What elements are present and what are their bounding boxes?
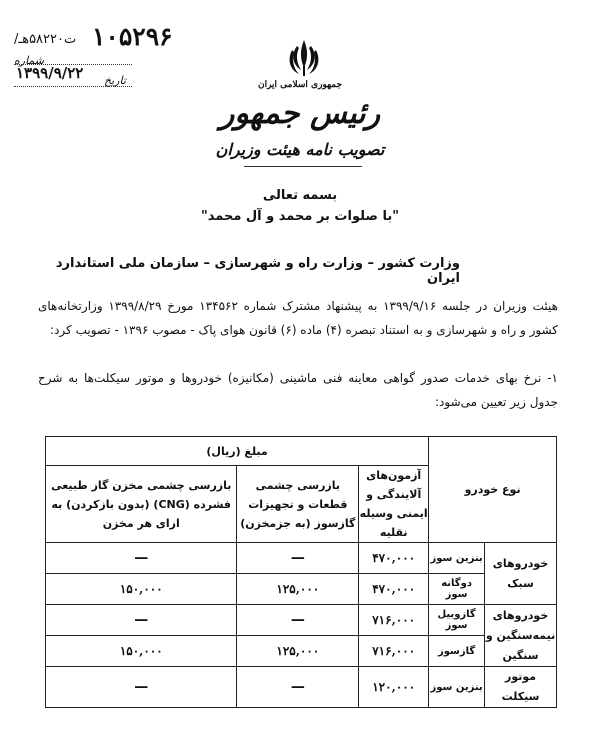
- fuel-type: گازوییل سوز: [429, 605, 485, 636]
- gas-parts-fee: ۱۲۵,۰۰۰: [237, 574, 359, 605]
- gas-parts-fee: —: [237, 667, 359, 708]
- fuel-type: دوگانه سوز: [429, 574, 485, 605]
- table-row: [46, 636, 557, 667]
- salawat: "با صلوات بر محمد و آل محمد": [200, 209, 400, 224]
- emissions-fee: ۴۷۰,۰۰۰: [359, 543, 429, 574]
- gas-parts-fee: —: [237, 543, 359, 574]
- gas-parts-fee: —: [237, 605, 359, 636]
- column-header-gas-parts: بازرسی چشمی قطعات و تجهیزات گازسوز (به جزمخزن): [237, 466, 359, 543]
- republic-title: جمهوری اسلامی ایران: [257, 80, 343, 90]
- table-row: [46, 574, 557, 605]
- fuel-type: بنزین سوز: [429, 543, 485, 574]
- cng-tank-fee: ۱۵۰,۰۰۰: [46, 636, 237, 667]
- group-medium-heavy: خودروهای نیمه‌سنگین و سنگین: [485, 605, 557, 667]
- cng-tank-fee: —: [46, 605, 237, 636]
- cng-tank-fee: —: [46, 543, 237, 574]
- column-header-emissions: آزمون‌های آلایندگی و ایمنی وسیله نقلیه: [359, 466, 429, 543]
- body-paragraph-2: ۱- نرخ بهای خدمات صدور گواهی معاینه فنی ماشینی (مکانیزه) خودروها و موتور سیکلت‌ها به شرح جدول زیر تعیین می‌شود:: [38, 371, 558, 409]
- body-paragraph-1: هیئت وزیران در جلسه ۱۳۹۹/۹/۱۶ به پیشنهاد مشترک شماره ۱۳۴۵۶۲ مورخ ۱۳۹۹/۸/۲۹ وزارتخانه‌های کشور و راه و شهرسازی و به استناد تبصره (۴) ماده (۶) قانون هوای پاک - مصوب ۱۳۹۶ - تصویب کرد:: [38, 299, 558, 337]
- vehicle-type-header: نوع خودرو: [429, 437, 557, 543]
- date-label: تاریخ: [104, 74, 126, 87]
- title-underline: [244, 166, 362, 167]
- reference-code: /ت۵۸۲۲۰هـ: [14, 32, 77, 47]
- cng-tank-fee: ۱۵۰,۰۰۰: [46, 574, 237, 605]
- reference-number: ۱۰۵۲۹۶: [92, 22, 173, 51]
- cng-tank-fee: —: [46, 667, 237, 708]
- recipients: وزارت کشور – وزارت راه و شهرسازی – سازمان ملی استاندارد ایران: [55, 256, 460, 286]
- fees-table: [45, 436, 557, 708]
- date-value: ۱۳۹۹/۹/۲۲: [16, 64, 84, 82]
- group-light: خودروهای سبک: [485, 543, 557, 605]
- fuel-type: گازسوز: [429, 636, 485, 667]
- group-motorcycle: موتور سیکلت: [485, 667, 557, 708]
- emissions-fee: ۴۷۰,۰۰۰: [359, 574, 429, 605]
- iran-emblem-icon: [287, 38, 321, 78]
- president-title: رئیس جمهور: [219, 96, 381, 131]
- table-row: [46, 667, 557, 708]
- column-header-cng-tank: بازرسی چشمی مخزن گاز طبیعی فشرده (CNG) (بدون بازکردن) به ازای هر مخزن: [46, 466, 237, 543]
- emissions-fee: ۷۱۶,۰۰۰: [359, 605, 429, 636]
- emissions-fee: ۱۲۰,۰۰۰: [359, 667, 429, 708]
- bismillah: بسمه تعالی: [262, 188, 338, 203]
- number-label: شماره: [14, 54, 45, 67]
- table-row: [46, 605, 557, 636]
- fuel-type: بنزین سوز: [429, 667, 485, 708]
- emissions-fee: ۷۱۶,۰۰۰: [359, 636, 429, 667]
- table-row: [46, 543, 557, 574]
- amount-header: مبلغ (ریال): [46, 437, 429, 466]
- cabinet-approval-title: تصویب نامه هیئت وزیران: [215, 140, 385, 159]
- gas-parts-fee: ۱۲۵,۰۰۰: [237, 636, 359, 667]
